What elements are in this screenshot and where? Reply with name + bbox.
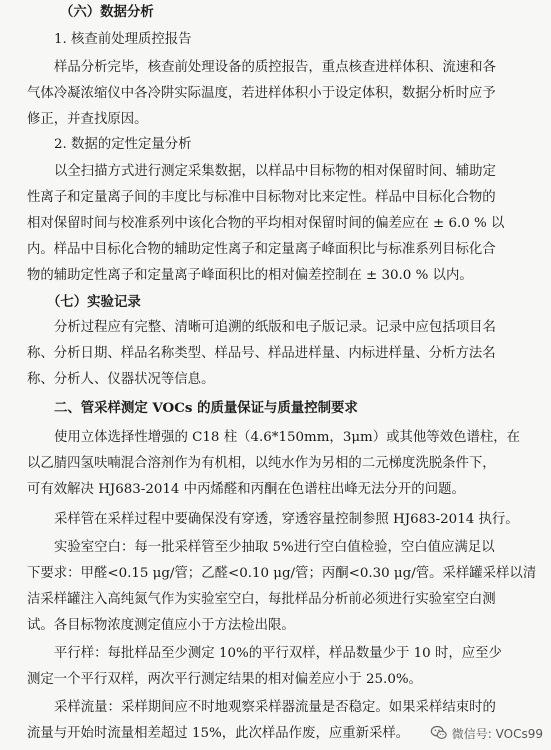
section-heading-data-analysis: （六）数据分析 <box>60 4 154 20</box>
paragraph-line: 实验室空白：每一批采样管至少抽取 5%进行空白值检验，空白值应满足以 <box>54 540 495 555</box>
paragraph-line: 称、分析人、仪器状况等信息。 <box>27 372 215 387</box>
paragraph-line: 修正，并查找原因。 <box>27 112 148 127</box>
paragraph-line: 样品分析完毕，核查前处理设备的质控报告，重点核查进样体积、流速和各 <box>54 60 496 75</box>
paragraph-line: 称、分析日期、样品名称类型、样品号、样品进样量、内标进样量、分析方法名 <box>27 346 496 361</box>
paragraph-line: 洁采样罐注入高纯氮气作为实验室空白，每批样品分析前必须进行实验室空白测 <box>27 592 496 607</box>
paragraph-line: 下要求：甲醛<0.15 μg/管；乙醛<0.10 μg/管；丙酮<0.30 μg/管。采样罐采样以清 <box>27 566 537 581</box>
paragraph-line: 物的辅助定性离子和定量离子峰面积比的相对偏差控制在 ± 30.0 % 以内。 <box>27 268 473 283</box>
paragraph-line: 相对保留时间与校准系列中该化合物的平均相对保留时间的偏差应在 ± 6.0 % 以 <box>27 216 505 231</box>
wechat-watermark <box>430 722 543 744</box>
paragraph-line: 采样流量：采样期间应不时地观察采样器流量是否稳定。如果采样结束时的 <box>54 700 496 715</box>
paragraph-line: 可有效解决 HJ683-2014 中丙烯醛和丙酮在色谱柱出峰无法分开的问题。 <box>27 482 465 497</box>
paragraph-line: 性离子和定量离子间的丰度比与标准中目标物对比来定性。样品中目标化合物的 <box>27 190 496 205</box>
paragraph-line: 分析过程应有完整、清晰可追溯的纸版和电子版记录。记录中应包括项目名 <box>54 320 496 335</box>
watermark-text: 微信号: VOCs99 <box>451 726 543 741</box>
paragraph-line: 平行样：每批样品至少测定 10%的平行双样，样品数量少于 10 时，应至少 <box>54 646 502 661</box>
paragraph-line: 气体冷凝浓缩仪中各冷阱实际温度，若进样体积小于设定体积，数据分析时应予 <box>27 86 496 101</box>
subheading-qc-report: 1. 核查前处理质控报告 <box>54 32 192 47</box>
paragraph-line: 试。各目标物浓度测定值应小于方法检出限。 <box>27 618 295 633</box>
paragraph-line: 以全扫描方式进行测定采集数据，以样品中目标物的相对保留时间、辅助定 <box>54 164 496 179</box>
paragraph-line: 采样管在采样过程中要确保没有穿透，穿透容量控制参照 HJ683-2014 执行。 <box>54 512 519 527</box>
paragraph-line: 内。样品中目标化合物的辅助定性离子和定量离子峰面积比与标准系列目标化合 <box>27 242 496 257</box>
paragraph-line: 使用立体选择性增强的 C18 柱（4.6*150mm，3μm）或其他等效色谱柱，在 <box>54 430 521 445</box>
wechat-icon <box>430 724 448 742</box>
section-heading-tube-sampling: 二、管采样测定 VOCs 的质量保证与质量控制要求 <box>54 400 358 416</box>
paragraph-line: 测定一个平行双样，两次平行测定结果的相对偏差应小于 25.0%。 <box>27 672 422 687</box>
subheading-qualitative-quantitative: 2. 数据的定性定量分析 <box>54 137 192 152</box>
section-heading-lab-records: （七）实验记录 <box>47 294 141 310</box>
paragraph-line: 以乙腈四氢呋喃混合溶剂作为有机相，以纯水作为另相的二元梯度洗脱条件下， <box>27 456 496 471</box>
paragraph-line: 流量与开始时流量相差超过 15%，此次样品作废，应重新采样。 <box>27 726 410 741</box>
